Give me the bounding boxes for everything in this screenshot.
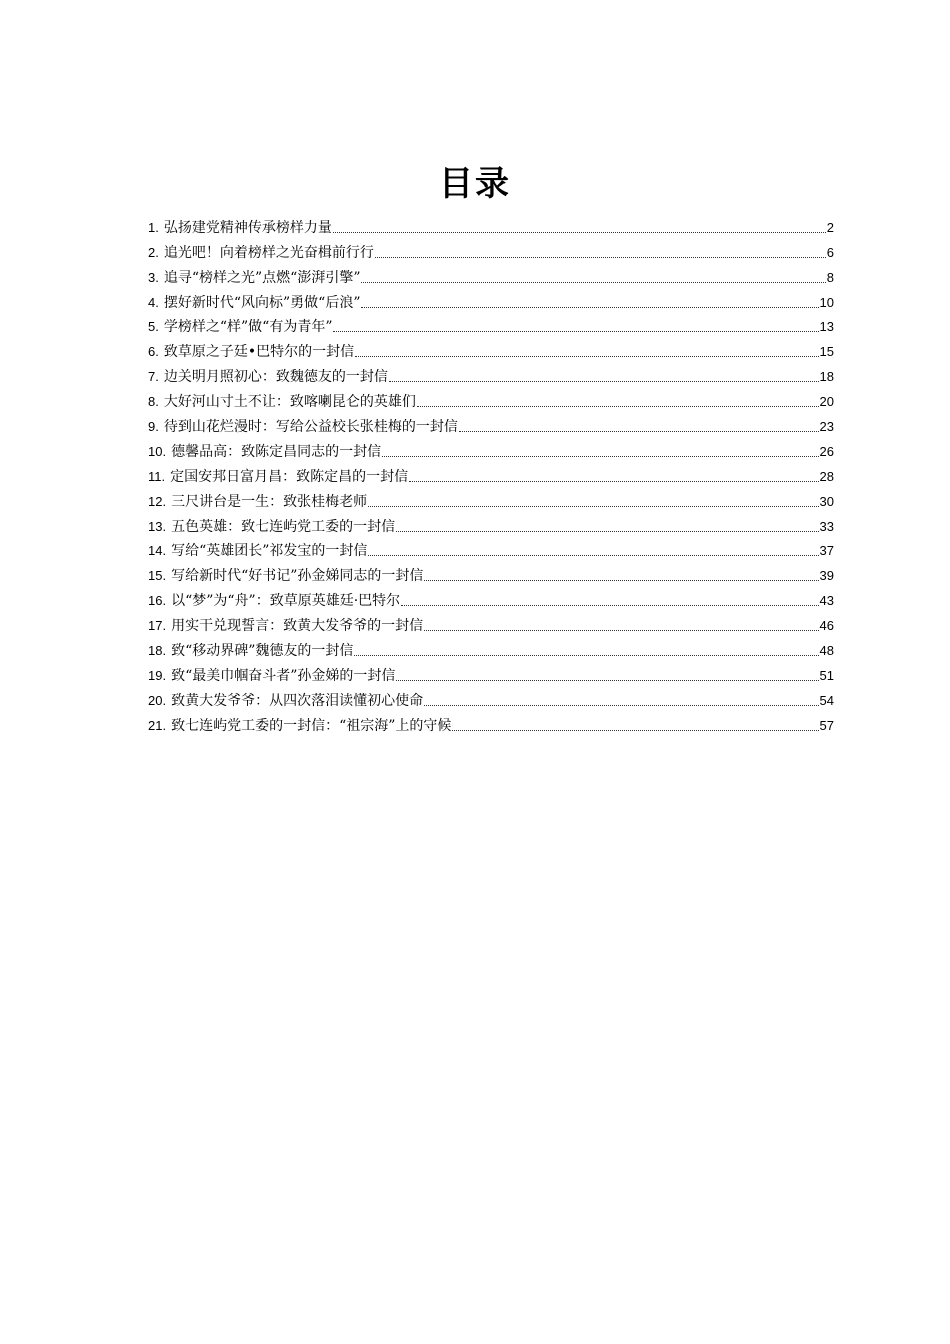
toc-entry-number: 5. <box>148 319 159 335</box>
toc-entry-number: 15. <box>148 568 167 584</box>
toc-entry[interactable] <box>148 262 834 287</box>
toc-dot-leader <box>355 355 818 357</box>
toc-entry-page-number[interactable]: 39 <box>819 568 834 584</box>
toc-dot-leader <box>396 679 818 681</box>
toc-entry[interactable] <box>148 486 834 511</box>
toc-entry-page-number[interactable]: 51 <box>819 667 834 683</box>
toc-entry-number: 21. <box>148 717 167 733</box>
toc-entry-page-number[interactable]: 30 <box>819 493 834 509</box>
toc-list <box>148 212 834 735</box>
toc-entry[interactable] <box>148 585 834 610</box>
toc-dot-leader <box>401 604 818 606</box>
toc-entry[interactable] <box>148 685 834 710</box>
toc-dot-leader <box>417 405 819 407</box>
toc-dot-leader <box>354 654 818 656</box>
toc-dot-leader <box>424 704 818 706</box>
toc-entry[interactable] <box>148 411 834 436</box>
toc-entry-number: 17. <box>148 618 167 634</box>
toc-entry-number: 8. <box>148 394 159 410</box>
toc-dot-leader <box>424 629 818 631</box>
toc-entry-page-number[interactable]: 23 <box>819 419 834 435</box>
toc-entry[interactable] <box>148 287 834 312</box>
toc-entry-number: 9. <box>148 419 159 435</box>
toc-entry-page-number[interactable]: 46 <box>819 618 834 634</box>
toc-entry[interactable] <box>148 560 834 585</box>
toc-entry-number: 13. <box>148 518 167 534</box>
toc-entry-page-number[interactable]: 15 <box>819 344 834 360</box>
toc-dot-leader <box>361 306 818 308</box>
toc-entry[interactable] <box>148 237 834 262</box>
toc-entry-title[interactable]: 致七连屿党工委的一封信：“祖宗海”上的守候 <box>171 717 452 734</box>
toc-entry-number: 18. <box>148 643 167 659</box>
toc-entry-title[interactable]: 写给新时代“好书记”孙金娣同志的一封信 <box>171 568 424 585</box>
toc-entry-page-number[interactable]: 20 <box>819 394 834 410</box>
toc-entry-number: 1. <box>148 219 159 235</box>
toc-title: 目录 <box>439 164 511 204</box>
toc-entry-title[interactable]: 致草原之子廷•巴特尔的一封信 <box>163 344 355 361</box>
toc-entry-page-number[interactable]: 18 <box>819 369 834 385</box>
toc-entry[interactable] <box>148 610 834 635</box>
toc-entry-page-number[interactable]: 8 <box>826 269 834 285</box>
toc-entry-title[interactable]: 待到山花烂漫时：写给公益校长张桂梅的一封信 <box>163 419 458 436</box>
toc-entry[interactable] <box>148 436 834 461</box>
toc-entry-number: 6. <box>148 344 159 360</box>
toc-entry-title[interactable]: 致黄大发爷爷：从四次落泪读懂初心使命 <box>171 692 424 709</box>
toc-entry-title[interactable]: 写给“英雄团长”祁发宝的一封信 <box>171 543 368 560</box>
toc-dot-leader <box>382 455 818 457</box>
toc-entry-page-number[interactable]: 43 <box>819 593 834 609</box>
toc-dot-leader <box>333 330 818 332</box>
toc-entry-title[interactable]: 追寻“榜样之光”点燃“澎湃引擎” <box>163 269 361 286</box>
toc-entry[interactable] <box>148 710 834 735</box>
toc-entry-title[interactable]: 三尺讲台是一生：致张桂梅老师 <box>171 493 368 510</box>
toc-entry-number: 19. <box>148 667 167 683</box>
toc-dot-leader <box>409 480 818 482</box>
toc-entry[interactable] <box>148 212 834 237</box>
toc-entry[interactable] <box>148 511 834 536</box>
toc-entry-number: 7. <box>148 369 159 385</box>
toc-dot-leader <box>396 530 818 532</box>
toc-entry[interactable] <box>148 361 834 386</box>
toc-dot-leader <box>452 729 818 731</box>
toc-entry-title[interactable]: 摆好新时代“风向标”勇做“后浪” <box>163 294 361 311</box>
toc-entry-number: 14. <box>148 543 167 559</box>
toc-entry-number: 3. <box>148 269 159 285</box>
toc-entry-page-number[interactable]: 6 <box>826 244 834 260</box>
toc-entry-title[interactable]: 边关明月照初心：致魏德友的一封信 <box>163 369 388 386</box>
toc-entry[interactable] <box>148 386 834 411</box>
toc-entry-title[interactable]: 弘扬建党精神传承榜样力量 <box>163 219 332 236</box>
toc-entry-number: 4. <box>148 294 159 310</box>
toc-entry[interactable] <box>148 660 834 685</box>
toc-entry-page-number[interactable]: 26 <box>819 443 834 459</box>
toc-entry-number: 16. <box>148 593 167 609</box>
toc-dot-leader <box>333 231 826 233</box>
toc-entry-page-number[interactable]: 28 <box>819 468 834 484</box>
toc-entry-title[interactable]: 学榜样之“样”做“有为青年” <box>163 319 333 336</box>
toc-dot-leader <box>424 579 818 581</box>
toc-entry-number: 10. <box>148 443 167 459</box>
toc-entry-title[interactable]: 致“最美巾帼奋斗者”孙金娣的一封信 <box>171 667 396 684</box>
toc-entry-title[interactable]: 以“梦”为“舟”：致草原英雄廷·巴特尔 <box>171 593 401 610</box>
toc-entry-title[interactable]: 用实干兑现誓言：致黄大发爷爷的一封信 <box>171 618 424 635</box>
toc-entry-page-number[interactable]: 48 <box>819 643 834 659</box>
toc-entry-number: 20. <box>148 692 167 708</box>
toc-entry-page-number[interactable]: 2 <box>826 219 834 235</box>
toc-entry[interactable] <box>148 536 834 561</box>
toc-dot-leader <box>368 505 818 507</box>
toc-entry-page-number[interactable]: 57 <box>819 717 834 733</box>
toc-dot-leader <box>361 281 825 283</box>
toc-entry[interactable] <box>148 336 834 361</box>
toc-entry[interactable] <box>148 312 834 337</box>
toc-entry-page-number[interactable]: 33 <box>819 518 834 534</box>
toc-entry[interactable] <box>148 461 834 486</box>
toc-entry-page-number[interactable]: 54 <box>819 692 834 708</box>
toc-entry-page-number[interactable]: 13 <box>819 319 834 335</box>
toc-entry-page-number[interactable]: 37 <box>819 543 834 559</box>
toc-entry-title[interactable]: 五色英雄：致七连屿党工委的一封信 <box>171 518 396 535</box>
toc-entry-title[interactable]: 定国安邦日富月昌：致陈定昌的一封信 <box>170 468 409 485</box>
toc-entry[interactable] <box>148 635 834 660</box>
toc-entry-title[interactable]: 德馨品高：致陈定昌同志的一封信 <box>171 443 382 460</box>
toc-dot-leader <box>375 256 826 258</box>
toc-entry-number: 11. <box>148 468 166 484</box>
toc-dot-leader <box>389 380 819 382</box>
toc-entry-number: 12. <box>148 493 167 509</box>
toc-entry-title[interactable]: 大好河山寸土不让：致喀喇昆仑的英雄们 <box>163 394 416 411</box>
toc-entry-page-number[interactable]: 10 <box>819 294 834 310</box>
toc-dot-leader <box>368 554 818 556</box>
toc-entry-title[interactable]: 致“移动界碑”魏德友的一封信 <box>171 643 354 660</box>
toc-dot-leader <box>459 430 819 432</box>
toc-entry-title[interactable]: 追光吧！向着榜样之光奋楫前行行 <box>163 244 374 261</box>
toc-entry-number: 2. <box>148 244 159 260</box>
